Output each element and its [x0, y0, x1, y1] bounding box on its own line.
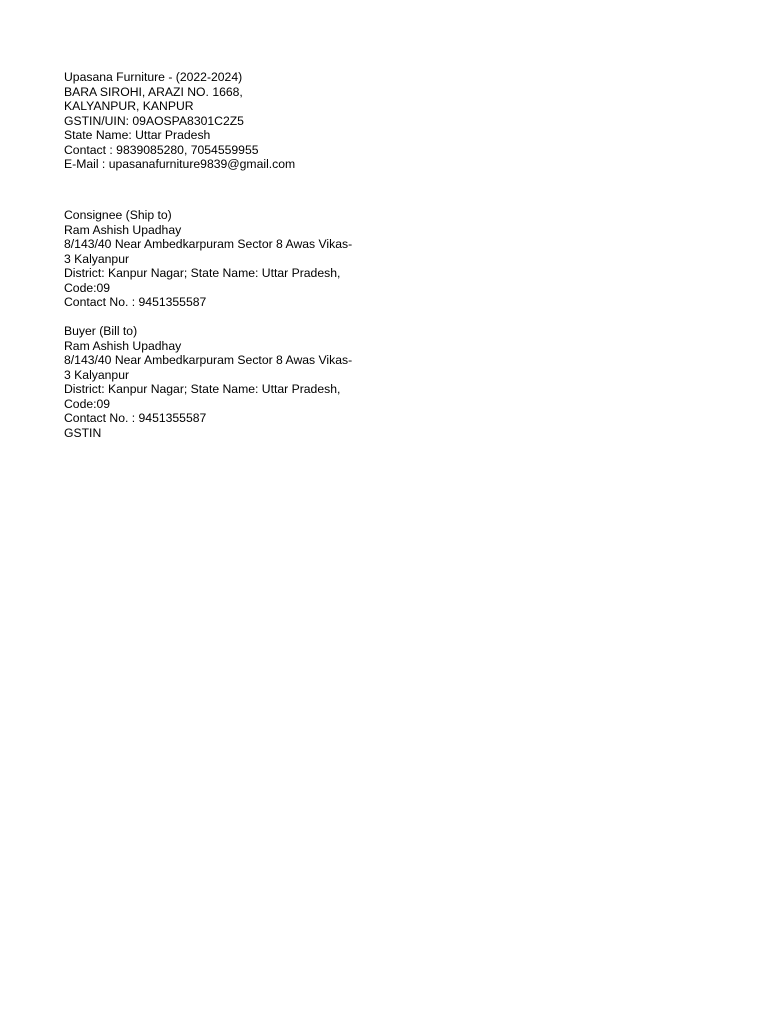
buyer-heading: Buyer (Bill to)	[64, 324, 138, 338]
consignee-name: Ram Ashish Upadhay	[64, 222, 182, 237]
buyer-name: Ram Ashish Upadhay	[64, 338, 182, 353]
buyer-contact: Contact No. : 9451355587	[64, 411, 207, 425]
seller-gstin: GSTIN/UIN: 09AOSPA8301C2Z5	[64, 113, 244, 128]
buyer-gstin: GSTIN	[64, 425, 102, 440]
consignee-district: District: Kanpur Nagar; State Name: Uttar Pradesh,	[64, 266, 341, 280]
consignee-address-line-2: 3 Kalyanpur	[64, 251, 130, 266]
seller-details	[64, 70, 295, 172]
buyer-address-line-2: 3 Kalyanpur	[64, 367, 130, 382]
buyer-details	[64, 324, 352, 440]
seller-address-line-1: BARA SIROHI, ARAZI NO. 1668,	[64, 84, 243, 99]
seller-state: State Name: Uttar Pradesh	[64, 128, 211, 142]
buyer-district: District: Kanpur Nagar; State Name: Uttar Pradesh,	[64, 382, 341, 396]
buyer-state-code: Code:09	[64, 396, 111, 411]
consignee-state-code: Code:09	[64, 280, 111, 295]
consignee-heading: Consignee (Ship to)	[64, 208, 172, 222]
consignee-address-line-1: 8/143/40 Near Ambedkarpuram Sector 8 Awas Vikas-	[64, 237, 353, 251]
seller-contact: Contact : 9839085280, 7054559955	[64, 142, 259, 157]
seller-name: Upasana Furniture - (2022-2024)	[64, 70, 243, 84]
consignee-details	[64, 208, 352, 310]
buyer-address-line-1: 8/143/40 Near Ambedkarpuram Sector 8 Awas Vikas-	[64, 353, 353, 367]
consignee-contact: Contact No. : 9451355587	[64, 295, 207, 309]
seller-address-line-2: KALYANPUR, KANPUR	[64, 99, 194, 113]
seller-email: E-Mail : upasanafurniture9839@gmail.com	[64, 157, 296, 171]
